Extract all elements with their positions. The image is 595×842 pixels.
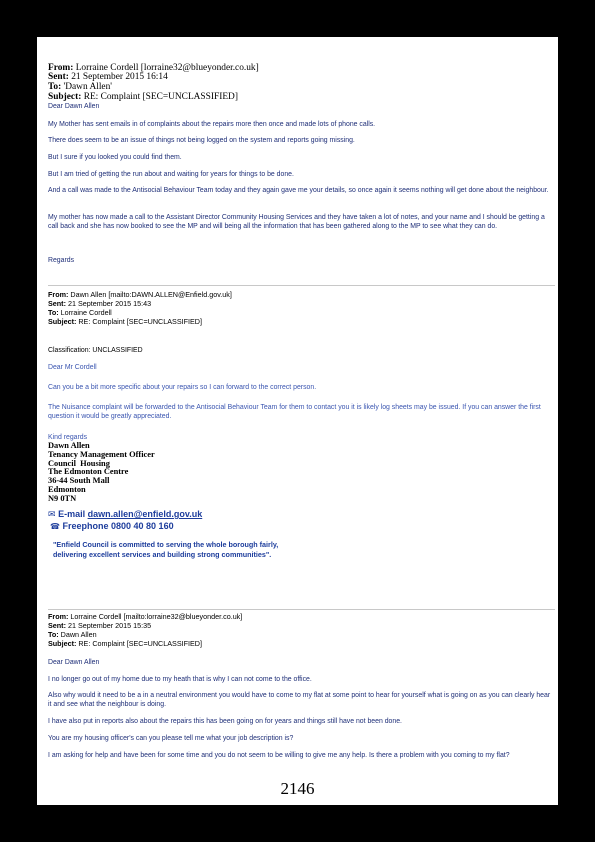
subject-value: RE: Complaint [SEC=UNCLASSIFIED]: [83, 92, 238, 102]
council-motto: [53, 540, 278, 560]
email2-subject-line: [48, 318, 202, 327]
signature-street: 36-44 South Mall: [48, 476, 110, 486]
to-label: To:: [48, 630, 59, 639]
email1-paragraph: My Mother has sent emails in of complaints about the repairs more then once and made lots of phone calls.: [48, 121, 376, 128]
email3-subject-line: [48, 640, 202, 649]
telephone-icon: ☎: [50, 522, 60, 531]
from-label: From:: [48, 290, 69, 299]
to-value: Dawn Allen: [60, 630, 97, 639]
subject-label: Subject:: [48, 317, 77, 326]
email3-paragraph: I have also put in reports also about the repairs this has been going on for years and things still have not been done.: [48, 718, 402, 725]
email1-closing: Regards: [48, 257, 75, 264]
signature-block: [48, 442, 155, 504]
subject-value: RE: Complaint [SEC=UNCLASSIFIED]: [78, 317, 202, 326]
subject-label: Subject:: [48, 92, 82, 102]
signature-phone-line: [50, 521, 174, 532]
sent-label: Sent:: [48, 72, 69, 82]
motto-line: delivering excellent services and building strong communities".: [53, 550, 272, 559]
from-label: From:: [48, 63, 74, 73]
email3-paragraph: I am asking for help and have been for some time and you do not seem to be willing to give me any help. Is there a problem with you coming to my flat?: [48, 752, 510, 759]
to-label: To:: [48, 82, 62, 92]
classification-label: Classification: UNCLASSIFIED: [48, 347, 143, 354]
subject-label: Subject:: [48, 639, 77, 648]
document-page: [37, 37, 558, 805]
separator-line: [48, 285, 555, 286]
signature-town: Edmonton: [48, 484, 86, 494]
sent-value: 21 September 2015 15:35: [67, 621, 152, 630]
email3-paragraph: I no longer go out of my home due to my heath that is why I can not come to the office.: [48, 676, 312, 683]
signature-building: The Edmonton Centre: [48, 467, 129, 477]
to-label: To:: [48, 308, 59, 317]
signature-email-line: [48, 509, 202, 520]
email1-to-line: [48, 83, 112, 92]
from-value: Lorraine Cordell [mailto:lorraine32@blueyonder.co.uk]: [70, 612, 243, 621]
email1-greeting: Dear Dawn Allen: [48, 103, 100, 110]
email-link[interactable]: dawn.allen@enfield.gov.uk: [87, 509, 203, 519]
to-value: Lorraine Cordell: [60, 308, 112, 317]
email1-paragraph: My mother has now made a call to the Assistant Director Community Housing Services and they have taken a lot of notes, and your name and I should be getting a call back and she has now booked to see the MP and will being all the information that has been gathered along to the MP to see what they can do.: [48, 214, 545, 230]
sent-label: Sent:: [48, 621, 66, 630]
signature-title: Tenancy Management Officer: [48, 449, 155, 459]
email1-paragraph: There does seem to be an issue of things not being logged on the system and reports going missing.: [48, 137, 355, 144]
email2-closing: Kind regards: [48, 434, 88, 441]
envelope-icon: ✉: [48, 509, 56, 519]
email3-paragraph: You are my housing officer's can you please tell me what your job description is?: [48, 735, 294, 742]
sent-value: 21 September 2015 16:14: [71, 72, 168, 82]
signature-name: Dawn Allen: [48, 441, 90, 450]
from-label: From:: [48, 612, 69, 621]
email1-sent-line: [48, 73, 168, 82]
motto-line: "Enfield Council is committed to serving the whole borough fairly,: [53, 540, 279, 549]
page-number: 2146: [280, 779, 315, 798]
signature-dept: Council Housing: [48, 458, 110, 468]
email2-greeting: Dear Mr Cordell: [48, 364, 97, 371]
sent-value: 21 September 2015 15:43: [67, 299, 152, 308]
email3-paragraph: Also why would it need to be a in a neutral environment you would have to come to my flat at some point to hear for yourself what is going on as you can clearly hear it and see what the neighbour is doing.: [48, 692, 551, 708]
email1-paragraph: But I am tried of getting the run about and waiting for years for things to be done.: [48, 171, 294, 178]
subject-value: RE: Complaint [SEC=UNCLASSIFIED]: [78, 639, 202, 648]
signature-postcode: N9 0TN: [48, 493, 77, 503]
email3-greeting: Dear Dawn Allen: [48, 659, 100, 666]
email-label: E-mail: [58, 509, 86, 519]
email2-paragraph: The Nuisance complaint will be forwarded to the Antisocial Behaviour Team for them to contact you it is likely log sheets may be issued. If you can answer the first question it would be greatly appreciated.: [48, 404, 541, 420]
sent-label: Sent:: [48, 299, 66, 308]
email1-subject-line: [48, 93, 238, 102]
phone-number: 0800 40 80 160: [111, 521, 174, 531]
separator-line: [48, 609, 555, 610]
to-value: 'Dawn Allen': [63, 82, 112, 92]
email2-paragraph: Can you be a bit more specific about your repairs so I can forward to the correct person.: [48, 384, 317, 391]
email1-paragraph: And a call was made to the Antisocial Behaviour Team today and they again gave me your details, so once again it seems nothing will get done about the neighbour.: [48, 187, 549, 194]
phone-label: Freephone: [62, 521, 109, 531]
from-value: Lorraine Cordell [lorraine32@blueyonder.co.uk]: [75, 63, 259, 73]
email1-paragraph: But I sure if you looked you could find them.: [48, 154, 182, 161]
from-value: Dawn Allen [mailto:DAWN.ALLEN@Enfield.gov.uk]: [70, 290, 232, 299]
